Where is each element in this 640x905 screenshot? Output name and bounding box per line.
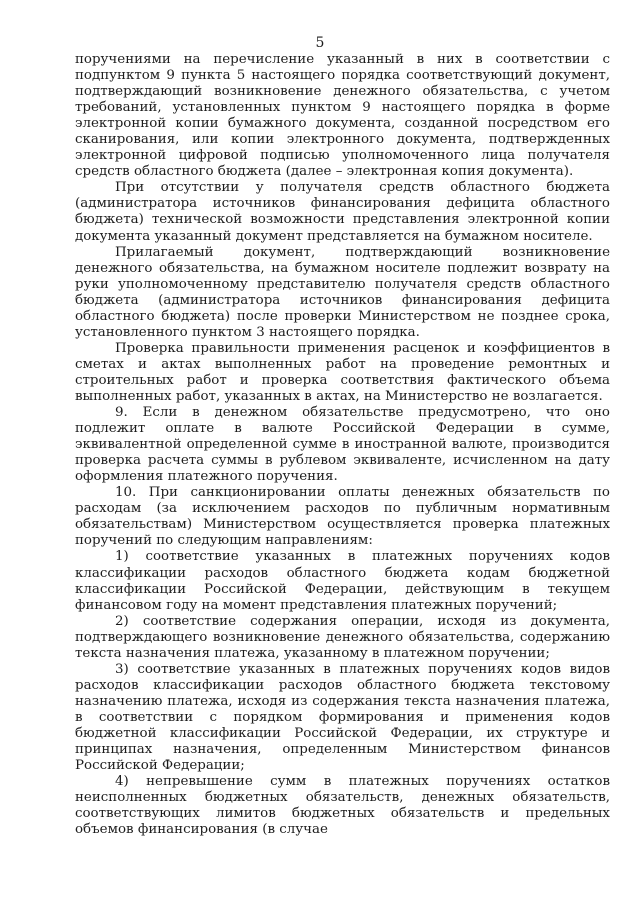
paragraph-no-electronic-copy: При отсутствии у получателя средств областного бюджета (администратора источников финансирования дефицита областного бюджета) технической возможности представления электронной копии документа указанный документ представляется на бумажном носителе. — [75, 180, 610, 244]
paragraph-estimates-check: Проверка правильности применения расценок и коэффициентов в сметах и актах выполненных работ на проведение ремонтных и строительных работ и проверка соответствия фактического объема выполненных работ, указанных в актах, на Министерство не возлагается. — [75, 340, 610, 404]
page-number: 5 — [315, 35, 325, 51]
paragraph-clause-10: 10. При санкционировании оплаты денежных обязательств по расходам (за исключением расходов по публичным нормативным обязательствам) Министерством осуществляется проверка платежных поручений по следующим направлениям: — [75, 485, 610, 549]
paragraph-continuation: поручениями на перечисление указанный в них в соответствии с подпунктом 9 пункта 5 настоящего порядка соответствующий документ, подтверждающий возникновение денежного обязательства, с учетом требований, установленных пунктом 9 настоящего порядка в форме электронной копии бумажного документа, созданной посредством его сканирования, или копии электронного документа, подтвержденных электронной цифровой подписью уполномоченного лица получателя средств областного бюджета (далее – электронная копия документа). — [75, 52, 610, 180]
paragraph-paper-document-return: Прилагаемый документ, подтверждающий возникновение денежного обязательства, на бумажном носителе подлежит возврату на руки уполномоченному представителю получателя средств областного бюджета (администратора источников финансирования дефицита областного бюджета) после проверки Министерством не позднее срока, установленного пунктом 3 настоящего порядка. — [75, 244, 610, 340]
list-item-3: 3) соответствие указанных в платежных поручениях кодов видов расходов классификации расходов областного бюджета текстовому назначению платежа, исходя из содержания текста назначения платежа, в соответствии с порядком формирования и применения кодов бюджетной классификации Российской Федерации, их структуре и принципах назначения, определенным Министерством финансов Российской Федерации; — [75, 661, 610, 774]
list-item-1: 1) соответствие указанных в платежных поручениях кодов классификации расходов областного бюджета кодам бюджетной классификации Российской Федерации, действующим в текущем финансовом году на момент представления платежных поручений; — [75, 549, 610, 613]
list-item-4: 4) непревышение сумм в платежных поручениях остатков неисполненных бюджетных обязательств, денежных обязательств, соответствующих лимитов бюджетных обязательств и предельных объемов финансирования (в случае — [75, 774, 610, 838]
document-body — [75, 52, 610, 838]
list-item-2: 2) соответствие содержания операции, исходя из документа, подтверждающего возникновение денежного обязательства, содержанию текста назначения платежа, указанному в платежном поручении; — [75, 613, 610, 661]
paragraph-clause-9: 9. Если в денежном обязательстве предусмотрено, что оно подлежит оплате в валюте Российской Федерации в сумме, эквивалентной определенной сумме в иностранной валюте, производится проверка расчета суммы в рублевом эквиваленте, исчисленном на дату оформления платежного поручения. — [75, 405, 610, 485]
